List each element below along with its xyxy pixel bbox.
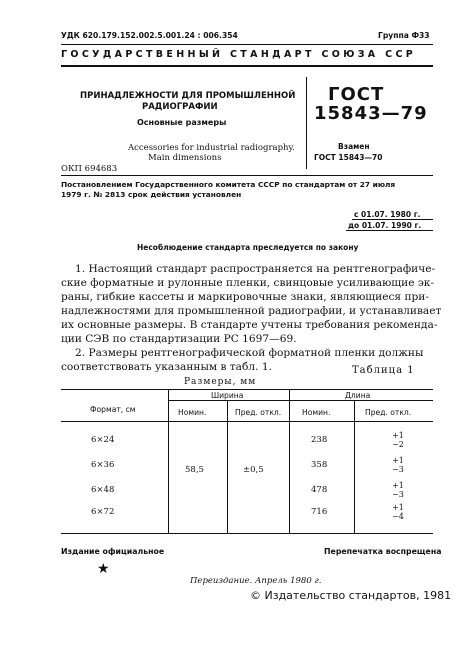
- paragraph-line: их основные размеры. В стандарте учтены требования рекоменда-: [61, 319, 438, 331]
- udk-code: УДК 620.179.152.002.5.001.24 : 006.354: [61, 31, 238, 40]
- reprint-prohibited: Перепечатка воспрещена: [324, 547, 442, 556]
- header-width-tolerance: Пред. откл.: [235, 408, 282, 417]
- width-tolerance-value: ±0,5: [243, 465, 264, 475]
- okp-code: ОКП 694683: [61, 164, 118, 174]
- valid-to-date: до 01.07. 1990 г.: [348, 221, 422, 230]
- replaces-standard: ГОСТ 15843—70: [314, 153, 383, 162]
- table-vline-4: [354, 400, 355, 533]
- tolerance-plus: +1: [392, 503, 404, 512]
- width-nominal-value: 58,5: [185, 465, 204, 475]
- official-edition: Издание официальное: [61, 547, 165, 556]
- table-cell-format: 6×48: [91, 485, 115, 495]
- standard-banner: ГОСУДАРСТВЕННЫЙ СТАНДАРТ СОЮЗА ССР: [61, 49, 417, 60]
- table-subheader-rule: [168, 400, 433, 401]
- tolerance-minus: −2: [392, 440, 404, 449]
- header-width: Ширина: [211, 391, 244, 400]
- table-vline-2: [227, 400, 228, 533]
- tolerance-minus: −4: [392, 512, 404, 521]
- length-tolerance-cell: [388, 431, 408, 449]
- title-ru-line2: РАДИОГРАФИИ: [142, 102, 218, 112]
- table-cell-length: 238: [311, 435, 328, 445]
- table-vline-1: [168, 389, 169, 533]
- header-format: Формат, см: [90, 405, 136, 414]
- table-cell-length: 478: [311, 485, 328, 495]
- top-rule-thick: [61, 65, 433, 67]
- paragraph-line: соответствовать указанным в табл. 1.: [61, 361, 272, 373]
- header-length: Длина: [345, 391, 371, 400]
- tolerance-plus: +1: [392, 431, 404, 440]
- table-header-bottom: [61, 421, 433, 422]
- title-en-line1: Accessories for industrial radiography.: [128, 143, 295, 153]
- table-units: Размеры, мм: [184, 377, 257, 387]
- law-notice: Несоблюдение стандарта преследуется по закону: [137, 243, 359, 252]
- table-cell-format: 6×72: [91, 507, 115, 517]
- paragraph-line: 1. Настоящий стандарт распространяется на рентгенографиче-: [75, 263, 436, 275]
- gost-number: 15843—79: [314, 103, 428, 124]
- paragraph-line: ские форматные и рулонные пленки, свинцовые усиливающие эк-: [61, 277, 434, 289]
- replaces-label: Взамен: [338, 142, 370, 151]
- group-code: Группа Ф33: [378, 31, 430, 40]
- header-length-tolerance: Пред. откл.: [365, 408, 412, 417]
- date-underline-2: [346, 230, 433, 231]
- table-cell-format: 6×36: [91, 460, 115, 470]
- title-ru-line1: ПРИНАДЛЕЖНОСТИ ДЛЯ ПРОМЫШЛЕННОЙ: [80, 91, 296, 101]
- paragraph-line: надлежностями для промышленной радиографии, и устанавливает: [61, 305, 442, 317]
- length-tolerance-cell: [388, 503, 408, 521]
- decree-line2: 1979 г. № 2813 срок действия установлен: [61, 190, 242, 199]
- header-width-nominal: Номин.: [178, 408, 207, 417]
- table-vline-3: [289, 389, 290, 533]
- valid-from-date: с 01.07. 1980 г.: [354, 210, 421, 219]
- length-tolerance-cell: [388, 481, 408, 499]
- title-en-line2: Main dimensions: [148, 153, 222, 163]
- gost-label: ГОСТ: [328, 84, 385, 105]
- table-top-border: [61, 389, 433, 390]
- paragraph-line: 2. Размеры рентгенографической форматной пленки должны: [75, 347, 424, 359]
- reissue-note: Переиздание. Апрель 1980 г.: [190, 576, 322, 586]
- copyright: © Издательство стандартов, 1981: [250, 589, 452, 602]
- table-bottom-border: [61, 533, 433, 534]
- star-icon: ★: [97, 561, 110, 577]
- paragraph-line: раны, гибкие кассеты и маркировочные знаки, являющиеся при-: [61, 291, 429, 303]
- top-rule-thin: [61, 44, 433, 45]
- tolerance-plus: +1: [392, 456, 404, 465]
- decree-rule: [61, 175, 433, 176]
- table-caption: Таблица 1: [352, 365, 415, 376]
- header-length-nominal: Номин.: [302, 408, 331, 417]
- tolerance-minus: −3: [392, 465, 404, 474]
- paragraph-line: ции СЭВ по стандартизации РС 1697—69.: [61, 333, 297, 345]
- table-cell-length: 358: [311, 460, 328, 470]
- gost-box-divider: [306, 77, 307, 169]
- title-ru-subtitle: Основные размеры: [137, 118, 227, 127]
- table-cell-format: 6×24: [91, 435, 115, 445]
- date-underline-1: [352, 219, 433, 220]
- tolerance-minus: −3: [392, 490, 404, 499]
- tolerance-plus: +1: [392, 481, 404, 490]
- length-tolerance-cell: [388, 456, 408, 474]
- table-cell-length: 716: [311, 507, 328, 517]
- decree-line1: Постановлением Государственного комитета СССР по стандартам от 27 июля: [61, 180, 396, 189]
